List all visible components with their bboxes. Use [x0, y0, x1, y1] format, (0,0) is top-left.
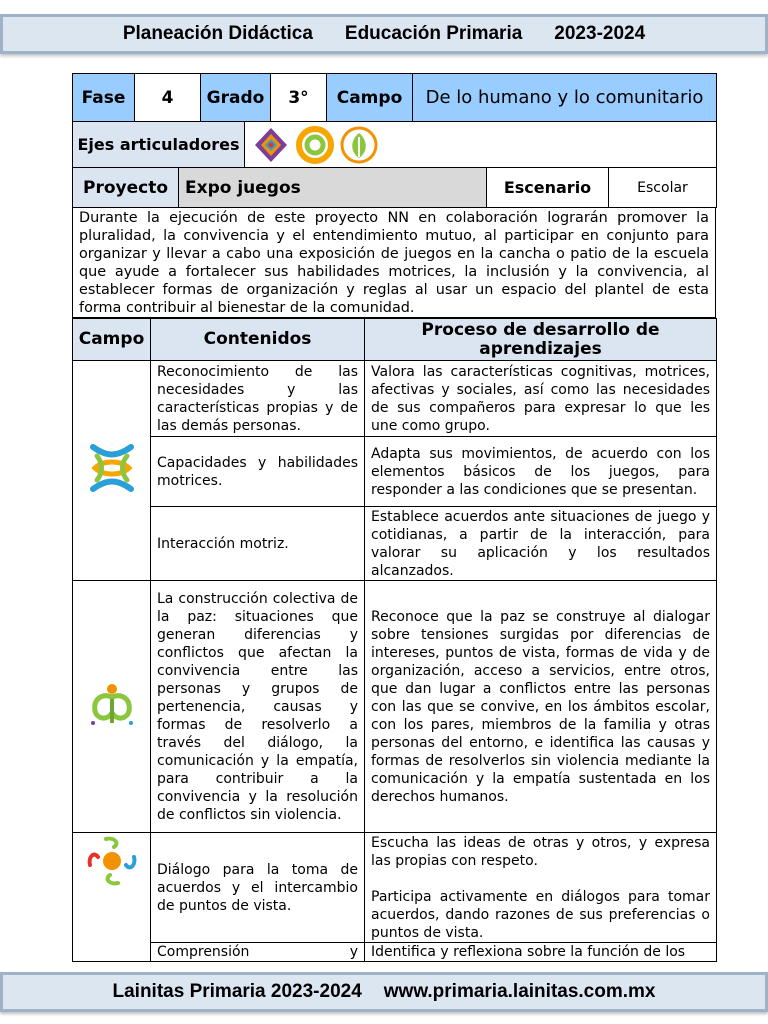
escenario-label: Escenario: [487, 168, 609, 208]
proyecto-label: Proyecto: [73, 168, 179, 208]
proyecto-table: [72, 167, 717, 208]
ejes-label: Ejes articuladores: [73, 122, 245, 168]
campo-lenguajes-icon: [86, 835, 138, 887]
banner-planeacion: Planeación Didáctica: [122, 23, 313, 44]
proceso-cell: [365, 833, 717, 943]
contenido-cell: Comprensión y: [151, 943, 365, 962]
proceso-cell: Reconoce que la paz se construye al dialogar sobre tensiones surgidas por diferencias de intereses, puntos de vista, formas de vida y de organización, acceso a servicios, entre otros, que dan lugar a conflictos entre las personas con las que se convive, en los ámbitos escolar, con los pares, miembros de la familia y otras personas del entorno, e identifica las causas y formas de resolverlos sin violencia mediante la comunicación y la empatía sustentada en los derechos humanos.: [365, 581, 717, 833]
fase-value: 4: [135, 74, 201, 122]
contenido-cell: La construcción colectiva de la paz: situaciones que generan diferencias y conflictos que afectan la convivencia entre las personas y grupos de pertenencia, causas y formas de resolverlo a través del diálogo, la comunicación y la empatía, para contribuir a la convivencia y la resolución de conflictos sin violencia.: [151, 581, 365, 833]
top-banner: [0, 14, 768, 54]
escenario-value: Escolar: [609, 168, 717, 208]
banner-educacion: Educación Primaria: [344, 23, 523, 44]
contenidos-table: [72, 318, 717, 962]
proceso-cell: Valora las características cognitivas, motrices, afectivas y sociales, así como las necesidades de sus compañeros para expresar lo que les une como grupo.: [365, 361, 717, 437]
contenido-cell: Capacidades y habilidades motrices.: [151, 437, 365, 507]
project-description: Durante la ejecución de este proyecto NN en colaboración lograrán promover la pluralidad, la convivencia y el entendimiento mutuo, al participar en conjunto para organizar y llevar a cabo una exposición de juegos en la cancha o patio de la escuela que ayude a fortalecer sus habilidades motrices, la inclusión y la convivencia, al establecer formas de organización y reglas al usar un espacio del plantel de esta forma contribuir al bienestar de la comunidad.: [72, 207, 716, 318]
contenido-cell: Reconocimiento de las necesidades y las características propias y de las demás personas.: [151, 361, 365, 437]
campo-etica-naturaleza-icon: [87, 679, 137, 729]
inclusion-icon: [251, 125, 291, 165]
col-header-campo: Campo: [73, 319, 151, 361]
ejes-icons: [245, 122, 717, 168]
proyecto-name: Expo juegos: [179, 168, 487, 208]
campo-value: De lo humano y lo comunitario: [413, 74, 717, 122]
pensamiento-critico-icon: [295, 125, 335, 165]
grado-label: Grado: [201, 74, 271, 122]
section-icon-cell: [73, 361, 151, 581]
section-icon-cell: [73, 833, 151, 962]
contenido-cell: Diálogo para la toma de acuerdos y el intercambio de puntos de vista.: [151, 833, 365, 943]
proceso-paragraph: Participa activamente en diálogos para tomar acuerdos, dando razones de sus preferencias o puntos de vista.: [371, 888, 710, 941]
proceso-cell: Establece acuerdos ante situaciones de juego y cotidianas, a partir de la interacción, para valorar su aplicación y los resultados alcanzados.: [365, 507, 717, 581]
grado-value: 3°: [271, 74, 327, 122]
proceso-paragraph: Escucha las ideas de otras y otros, y expresa las propias con respeto.: [371, 834, 710, 869]
contenido-cell: Interacción motriz.: [151, 507, 365, 581]
section-icon-cell: [73, 581, 151, 833]
col-header-proceso: Proceso de desarrollo de aprendizajes: [365, 319, 717, 361]
banner-ciclo: 2023-2024: [554, 23, 646, 44]
bottom-banner: [0, 972, 768, 1012]
banner-site-name: Lainitas Primaria 2023-2024: [112, 981, 362, 1002]
header-table: [72, 73, 717, 122]
fase-label: Fase: [73, 74, 135, 122]
banner-site-url[interactable]: www.primaria.lainitas.com.mx: [383, 981, 656, 1002]
ejes-table: [72, 121, 717, 168]
campo-label: Campo: [327, 74, 413, 122]
campo-humano-comunitario-icon: [85, 441, 139, 495]
proceso-cell: Identifica y reflexiona sobre la función de los: [365, 943, 717, 962]
col-header-contenidos: Contenidos: [151, 319, 365, 361]
proceso-cell: Adapta sus movimientos, de acuerdo con los elementos básicos de los juegos, para responder a las condiciones que se presentan.: [365, 437, 717, 507]
vida-saludable-icon: [339, 125, 379, 165]
